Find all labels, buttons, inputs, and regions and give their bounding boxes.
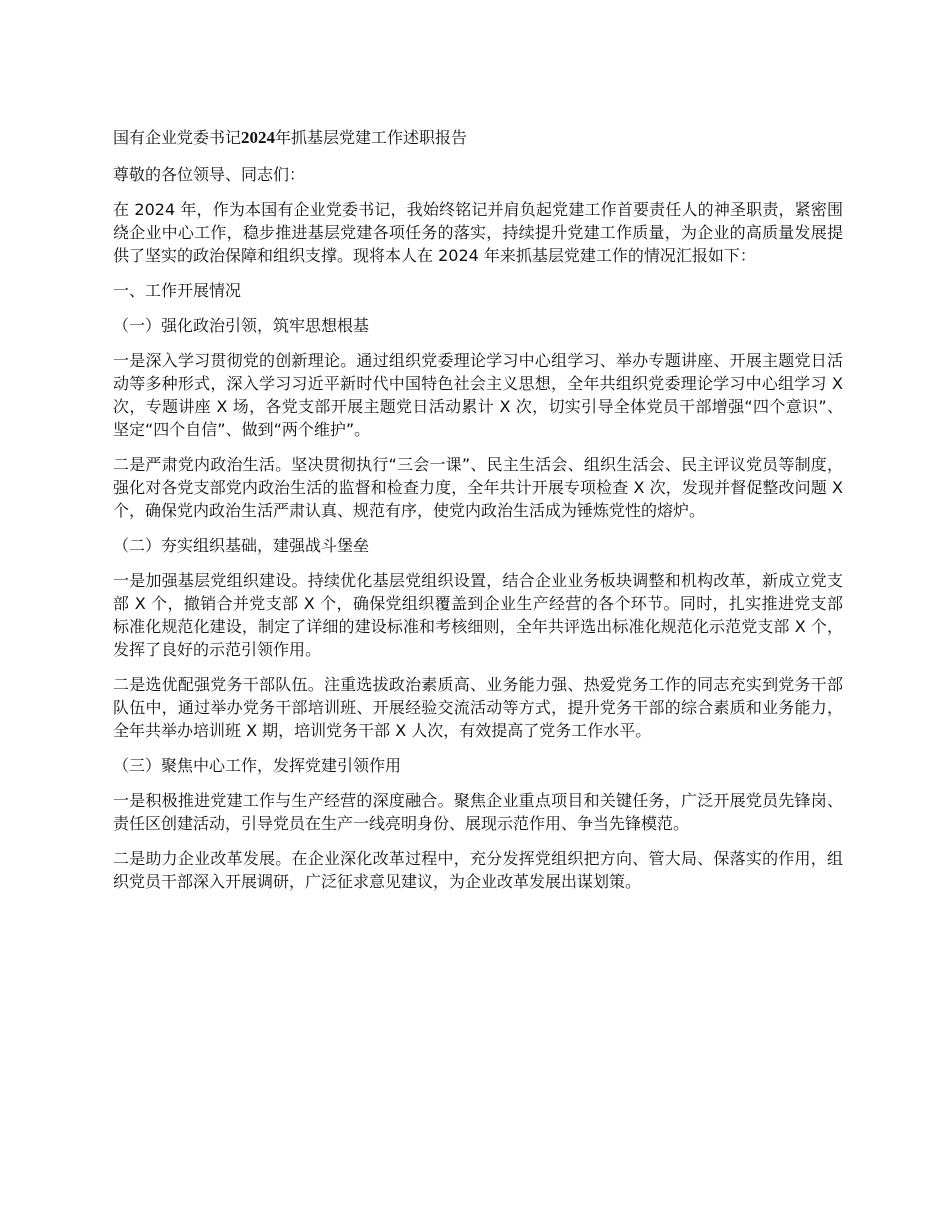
subsection-heading-2: （二）夯实组织基础，建强战斗堡垒 [113, 536, 370, 555]
subsection-heading-3: （三）聚焦中心工作，发挥党建引领作用 [113, 756, 402, 775]
document-title [113, 126, 843, 149]
title-prefix: 国有企业党委书记 [113, 128, 242, 147]
paragraph: 一是加强基层党组织建设。持续优化基层党组织设置，结合企业业务板块调整和机构改革，新成立党支部 X 个，撤销合并党支部 X 个，确保党组织覆盖到企业生产经营的各个环节。同时，扎实推进党支部标准化规范化建设，制定了详细的建设标准和考核细则，全年共评选出标准化规范化示范党支部 X 个，发挥了良好的示范引领作用。 [113, 571, 843, 659]
paragraph: 二是选优配强党务干部队伍。注重选拔政治素质高、业务能力强、热爱党务工作的同志充实到党务干部队伍中，通过举办党务干部培训班、开展经验交流活动等方式，提升党务干部的综合素质和业务能力，全年共举办培训班 X 期，培训党务干部 X 人次，有效提高了党务工作水平。 [113, 675, 843, 740]
paragraph: 二是严肃党内政治生活。坚决贯彻执行“三会一课”、民主生活会、组织生活会、民主评议党员等制度，强化对各党支部党内政治生活的监督和检查力度，全年共计开展专项检查 X 次，发现并督促整改问题 X 个，确保党内政治生活严肃认真、规范有序，使党内政治生活成为锤炼党性的熔炉。 [113, 455, 843, 520]
title-suffix: 年抓基层党建工作述职报告 [275, 128, 468, 147]
document-page [113, 126, 843, 905]
paragraph: 一是深入学习贯彻党的创新理论。通过组织党委理论学习中心组学习、举办专题讲座、开展主题党日活动等多种形式，深入学习习近平新时代中国特色社会主义思想，全年共组织党委理论学习中心组学习 X 次，专题讲座 X 场，各党支部开展主题党日活动累计 X 次，切实引导全体党员干部增强“四个意识”、坚定“四个自信”、做到“两个维护”。 [113, 351, 843, 439]
greeting: 尊敬的各位领导、同志们： [113, 165, 306, 184]
title-year: 2024 [241, 128, 276, 147]
subsection-heading-1: （一）强化政治引领，筑牢思想根基 [113, 316, 370, 335]
paragraph: 一是积极推进党建工作与生产经营的深度融合。聚焦企业重点项目和关键任务，广泛开展党员先锋岗、责任区创建活动，引导党员在生产一线亮明身份、展现示范作用、争当先锋模范。 [113, 791, 843, 833]
section-heading-1: 一、工作开展情况 [113, 281, 242, 300]
intro-paragraph: 在 2024 年，作为本国有企业党委书记，我始终铭记并肩负起党建工作首要责任人的神圣职责，紧密围绕企业中心工作，稳步推进基层党建各项任务的落实，持续提升党建工作质量，为企业的高质量发展提供了坚实的政治保障和组织支撑。现将本人在 2024 年来抓基层党建工作的情况汇报如下： [113, 200, 843, 265]
paragraph: 二是助力企业改革发展。在企业深化改革过程中，充分发挥党组织把方向、管大局、保落实的作用，组织党员干部深入开展调研，广泛征求意见建议，为企业改革发展出谋划策。 [113, 849, 843, 891]
